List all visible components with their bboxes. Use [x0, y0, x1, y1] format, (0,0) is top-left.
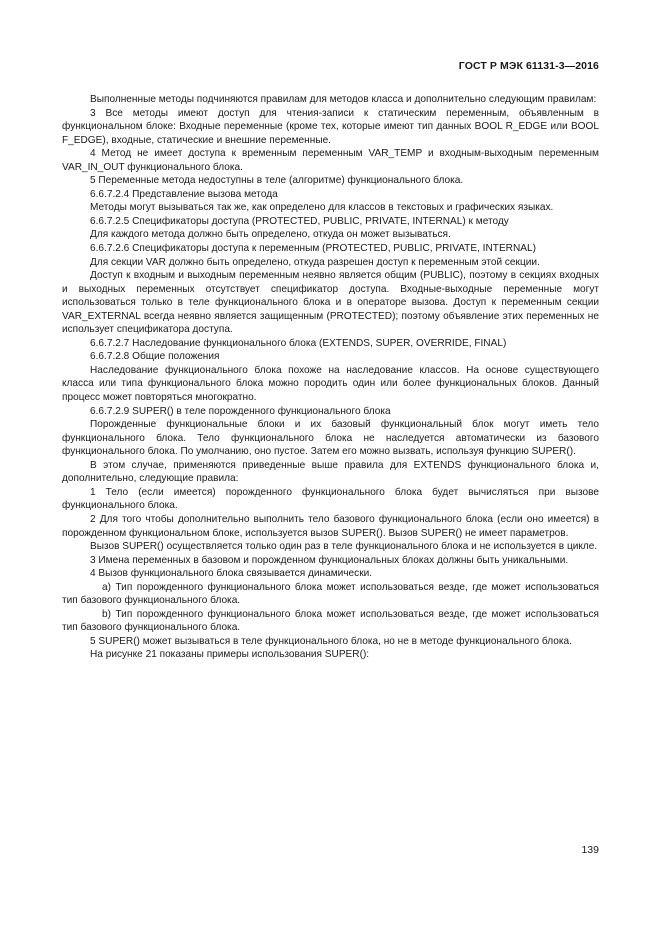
document-header: ГОСТ Р МЭК 61131-3—2016: [458, 60, 599, 72]
paragraph: 5 Переменные метода недоступны в теле (алгоритме) функционального блока.: [90, 175, 464, 187]
paragraph: На рисунке 21 показаны примеры использования SUPER():: [90, 649, 370, 661]
paragraph: 4 Вызов функционального блока связывается динамически.: [90, 568, 373, 580]
paragraph: Наследование функционального блока похоже на наследование классов. На основе существующего класса или типа функционального блока можно породить один или более функциональных блоков. Данный процесс может повторяться многократно.: [62, 364, 599, 404]
paragraph: Доступ к входным и выходным переменным неявно является общим (PUBLIC), поэтому в секциях входных и выходных переменных отсутствует спецификатор доступа. Входные-выходные переменные могут использоваться только в теле функционального блока и в операторе вызова. Доступ к переменным секции VAR_EXTERNAL всегда неявно является защищенным (PROTECTED); поэтому объявление этих переменных не использует спецификатора доступа.: [62, 270, 599, 336]
paragraph: 2 Для того чтобы дополнительно выполнить тело базового функционального блока (если оно имеется) в порожденном функциональном блоке, используется вызов SUPER(). Вызов SUPER() не имеет параметров.: [62, 513, 599, 539]
paragraph: Выполненные методы подчиняются правилам для методов класса и дополнительно следующим правилам:: [90, 94, 597, 105]
paragraph: Для секции VAR должно быть определено, откуда разрешен доступ к переменным этой секции.: [90, 256, 540, 268]
page-number: 139: [581, 844, 599, 856]
list-item: b) Тип порожденного функционального блока может использоваться везде, где может использоваться тип базового функционального блока.: [62, 608, 599, 634]
paragraph: 5 SUPER() может вызываться в теле функционального блока, но не в методе функционального блока.: [90, 635, 572, 647]
paragraph: 1 Тело (если имеется) порожденного функционального блока будет вычисляться при вызове функционального блока.: [62, 486, 599, 512]
section-heading: 6.6.7.2.7 Наследование функционального блока (EXTENDS, SUPER, OVERRIDE, FINAL): [90, 337, 507, 349]
section-heading: 6.6.7.2.6 Спецификаторы доступа к переменным (PROTECTED, PUBLIC, PRIVATE, INTERNAL): [90, 243, 536, 255]
section-heading: 6.6.7.2.9 SUPER() в теле порожденного функционального блока: [90, 405, 391, 417]
section-heading: 6.6.7.2.4 Представление вызова метода: [90, 188, 278, 200]
paragraph: 3 Все методы имеют доступ для чтения-записи к статическим переменным, объявленным в функциональном блоке: Входные переменные (кроме тех, которые имеют тип данных BOOL R_EDGE или BOOL F_EDGE), входные, статические и внешние переменные.: [62, 107, 599, 146]
section-heading: 6.6.7.2.5 Спецификаторы доступа (PROTECTED, PUBLIC, PRIVATE, INTERNAL) к методу: [90, 215, 509, 227]
paragraph: Вызов SUPER() осуществляется только один раз в теле функционального блока и не используется в цикле.: [90, 541, 598, 553]
document-body: [62, 93, 599, 662]
paragraph: Порожденные функциональные блоки и их базовый функциональный блок могут иметь тело функционального блока. Тело функционального блока не наследуется автоматически из базового функционального блока. По умолчанию, оно пустое. Затем его можно вызвать, используя функцию SUPER().: [62, 419, 599, 458]
paragraph: В этом случае, применяются приведенные выше правила для EXTENDS функционального блока и, дополнительно, следующие правила:: [62, 459, 599, 485]
paragraph: 4 Метод не имеет доступа к временным переменным VAR_TEMP и входным-выходным переменным VAR_IN_OUT функционального блока.: [62, 148, 599, 173]
paragraph: Методы могут вызываться так же, как определено для классов в текстовых и графических языках.: [90, 202, 554, 214]
list-item: a) Тип порожденного функционального блока может использоваться везде, где может использоваться тип базового функционального блока.: [62, 581, 599, 607]
section-heading: 6.6.7.2.8 Общие положения: [90, 351, 220, 363]
paragraph: 3 Имена переменных в базовом и порожденном функциональных блоках должны быть уникальными.: [90, 554, 569, 566]
paragraph: Для каждого метода должно быть определено, откуда он может вызываться.: [90, 229, 451, 241]
